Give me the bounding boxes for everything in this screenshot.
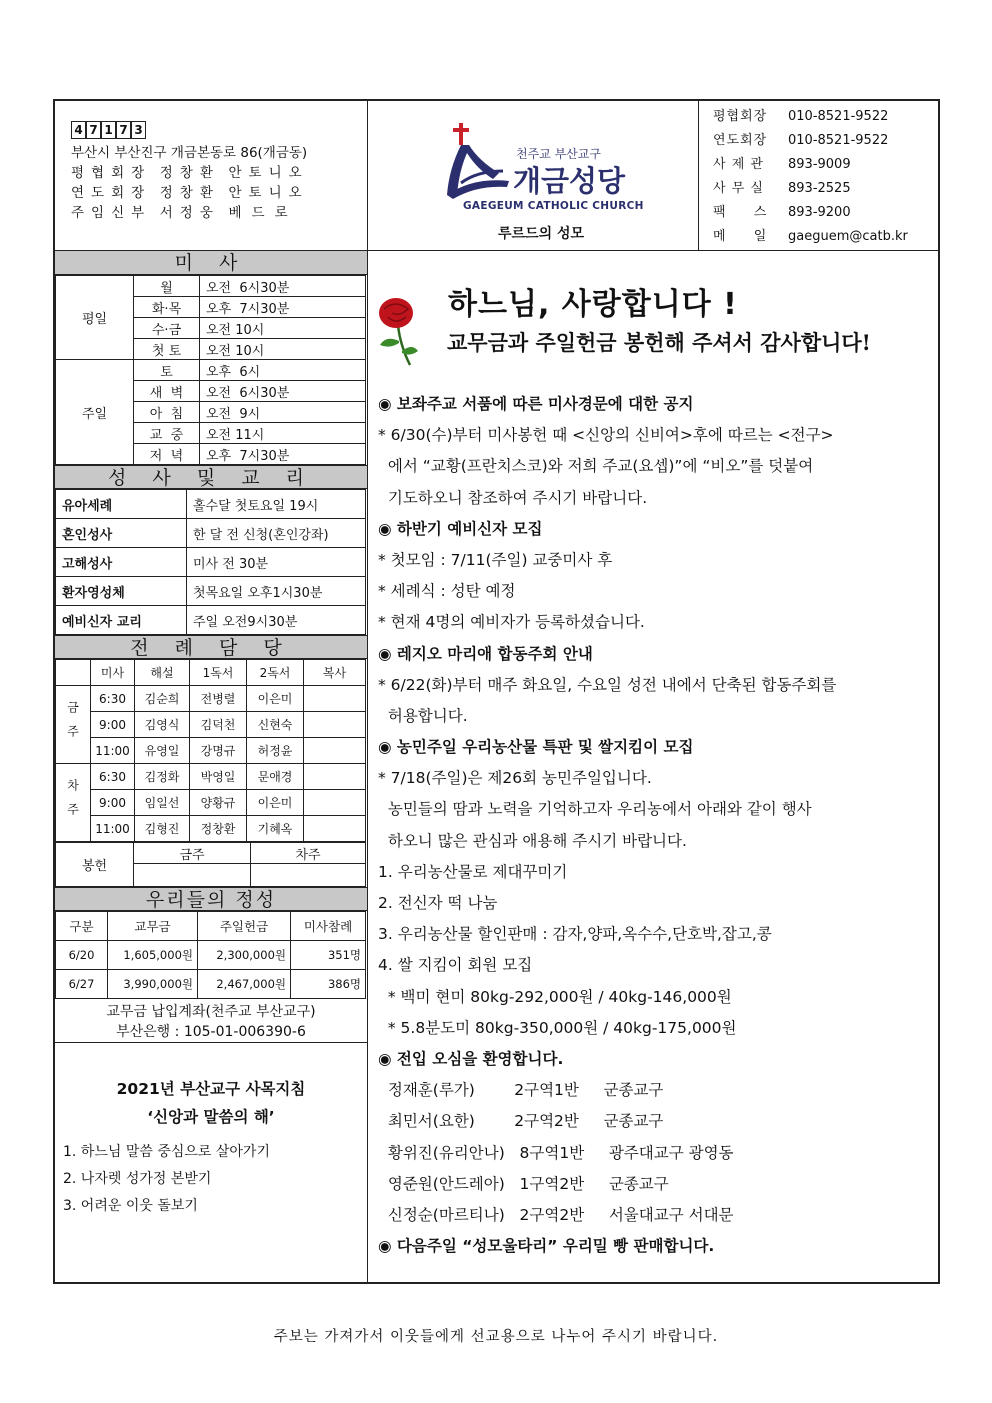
announcement-line: * 첫모임 : 7/11(주일) 교중미사 후 (378, 550, 613, 569)
announcement-line: * 백미 현미 80kg-292,000원 / 40kg-146,000원 (378, 987, 732, 1006)
next-week-label: 차주 (56, 764, 91, 842)
table-row: 새 벽 오전 6시30분 (56, 381, 366, 402)
announcement-heading: ◉ 다음주일 “성모울타리” 우리밀 빵 판매합니다. (378, 1237, 715, 1256)
table-row: 9:00 김영식 김덕천 신현숙 (56, 712, 366, 738)
sacraments-section-title: 성 사 및 교 리 (55, 465, 367, 489)
footer-note: 주보는 가져가서 이웃들에게 선교용으로 나누어 주시기 바랍니다. (273, 1329, 719, 1345)
table-row: 주일 토 오후 6시 (56, 360, 366, 381)
table-row: 혼인성사 한 달 전 신청(혼인강좌) (56, 519, 366, 548)
table-row: 환자영성체 첫목요일 오후1시30분 (56, 577, 366, 606)
announcement-line: * 세례식 : 성탄 예정 (378, 582, 516, 601)
liturgy-section-title: 전 례 담 당 (55, 635, 367, 659)
officer-row: 주임신부 서정웅 베드로 (71, 205, 298, 221)
announcement-line: * 5.8분도미 80kg-350,000원 / 40kg-175,000원 (378, 1018, 737, 1037)
postal-digit: 1 (101, 121, 116, 139)
offering-label: 봉헌 (56, 843, 134, 887)
offerings-section-title: 우리들의 정성 (55, 887, 367, 911)
contact-row: 사 무 실 893-2525 (713, 181, 851, 196)
announcement-line: * 7/18(주일)은 제26회 농민주일입니다. (378, 769, 652, 788)
mass-schedule-table (55, 275, 366, 465)
postal-digit: 7 (116, 121, 131, 139)
sacraments-table (55, 489, 366, 635)
table-header-row: 미사 해설 1독서 2독서 복사 (56, 660, 366, 686)
mass-section-title: 미 사 (55, 251, 367, 275)
rose-icon (372, 295, 422, 367)
officer-row: 평협회장 정창환 안토니오 (71, 165, 309, 181)
table-row: 평일 월 오전 6시30분 (56, 276, 366, 297)
right-column (368, 251, 940, 1284)
table-row: 고해성사 미사 전 30분 (56, 548, 366, 577)
diocese-label: 천주교 부산교구 (516, 147, 601, 161)
table-row: 화·목 오후 7시30분 (56, 297, 366, 318)
table-row: 유아세례 홀수달 첫토요일 19시 (56, 490, 366, 519)
announcement-heading: ◉ 하반기 예비신자 모집 (378, 519, 543, 538)
announcement-line: 최민서(요한) 2구역2반 군종교구 (378, 1112, 664, 1131)
contact-row: 팩 스 893-9200 (713, 205, 851, 220)
contact-row: 연도회장 010-8521-9522 (713, 133, 889, 148)
offerings-table (55, 911, 366, 999)
announcement-line: 하오니 많은 관심과 애용해 주시기 바랍니다. (378, 831, 687, 850)
postal-digit: 4 (71, 121, 86, 139)
account-info: 교무금 납입계좌(천주교 부산교구) 부산은행 : 105-01-006390-6 (55, 999, 367, 1043)
contact-row: 사 제 관 893-9009 (713, 157, 851, 172)
announcement-line: 4. 쌀 지킴이 회원 모집 (378, 956, 533, 975)
announcement-list (378, 389, 938, 1262)
announcement-line: 3. 우리농산물 할인판매 : 감자,양파,옥수수,단호박,잡고,콩 (378, 925, 772, 944)
announcement-line: 기도하오니 참조하여 주시기 바랍니다. (378, 488, 648, 507)
headline: 하느님, 사랑합니다 ! (448, 287, 738, 322)
contact-row: 평협회장 010-8521-9522 (713, 109, 889, 124)
table-row: 11:00 유영일 강명규 허정윤 (56, 738, 366, 764)
table-row: 예비신자 교리 주일 오전9시30분 (56, 606, 366, 635)
table-row: 저 녁 오후 7시30분 (56, 444, 366, 465)
announcement-heading: ◉ 농민주일 우리농산물 특판 및 쌀지킴이 모집 (378, 738, 694, 757)
announcement-line: 황위진(유리안나) 8구역1반 광주대교구 광영동 (378, 1143, 734, 1162)
announcement-line: 정재훈(루가) 2구역1반 군종교구 (378, 1081, 664, 1100)
announcement-line: * 6/30(수)부터 미사봉헌 때 <신앙의 신비여>후에 따르는 <전구> (378, 426, 834, 445)
left-column (55, 251, 368, 1284)
offering-duty-table: 봉헌 금주 차주 (55, 842, 366, 887)
subheadline: 교무금과 주일헌금 봉헌해 주셔서 감사합니다! (447, 330, 871, 355)
announcement-line: 허용합니다. (378, 706, 468, 725)
header-info (55, 101, 368, 251)
address: 부산시 부산진구 개금본동로 86(개금동) (71, 145, 308, 161)
announcement-line: 2. 전신자 떡 나눔 (378, 894, 498, 912)
pastoral-guideline: 2021년 부산교구 사목지침 ‘신앙과 말씀의 해’ 1. 하느님 말씀 중심으로 살아가기 2. 나자렛 성가정 본받기 3. 어려운 이웃 돌보기 (63, 1080, 306, 1214)
postal-code (71, 121, 367, 139)
officer-row: 연도회장 정창환 안토니오 (71, 185, 309, 201)
logo-caption: 루르드의 성모 (498, 226, 585, 242)
table-row: 아 침 오전 9시 (56, 402, 366, 423)
announcement-line: 1. 우리농산물로 제대꾸미기 (378, 862, 568, 881)
postal-digit: 3 (131, 121, 146, 139)
table-row: 수·금 오전 10시 (56, 318, 366, 339)
church-name: 개금성당 (513, 164, 626, 198)
bulletin-frame (53, 99, 940, 1284)
postal-digit: 7 (86, 121, 101, 139)
church-logo-block (368, 101, 698, 251)
liturgy-table (55, 659, 366, 842)
announcement-heading: ◉ 전입 오심을 환영합니다. (378, 1049, 564, 1068)
announcement-line: 신정순(마르티나) 2구역2반 서울대교구 서대문 (378, 1205, 734, 1224)
table-row: 11:00 김형진 정창환 기혜옥 (56, 816, 366, 842)
church-name-english: GAEGEUM CATHOLIC CHURCH (463, 200, 644, 212)
announcement-line: * 6/22(화)부터 매주 화요일, 수요일 성전 내에서 단축된 합동주회를 (378, 675, 837, 694)
table-row: 9:00 임일선 양황규 이은미 (56, 790, 366, 816)
announcement-line: 에서 “교황(프란치스코)와 저희 주교(요셉)”에 “비오”를 덧붙여 (378, 457, 814, 476)
announcement-line: * 현재 4명의 예비자가 등록하셨습니다. (378, 613, 645, 632)
table-row: 첫 토 오전 10시 (56, 339, 366, 360)
announcement-heading: ◉ 레지오 마리애 합동주회 안내 (378, 644, 593, 663)
table-row: 금주 6:30 김순희 전병렬 이은미 (56, 686, 366, 712)
announcement-heading: ◉ 보좌주교 서품에 따른 미사경문에 대한 공지 (378, 395, 694, 413)
table-row: 6/27 3,990,000원 2,467,000원 386명 (56, 970, 366, 999)
announcement-line: 농민들의 땀과 노력을 기억하고자 우리농에서 아래와 같이 행사 (378, 800, 812, 819)
table-row: 교 중 오전 11시 (56, 423, 366, 444)
this-week-label: 금주 (56, 686, 91, 764)
table-row: 차주 6:30 김정화 박영일 문애경 (56, 764, 366, 790)
contact-row: 메 일 gaeguem@catb.kr (713, 229, 908, 244)
church-logo-icon (443, 119, 513, 201)
table-row: 6/20 1,605,000원 2,300,000원 351명 (56, 941, 366, 970)
announcement-line: 영준원(안드레아) 1구역2반 군종교구 (378, 1174, 669, 1193)
table-header-row: 구분 교무금 주일헌금 미사참례 (56, 912, 366, 941)
sunday-label: 주일 (56, 360, 134, 465)
contact-block (698, 101, 940, 251)
weekday-label: 평일 (56, 276, 134, 360)
